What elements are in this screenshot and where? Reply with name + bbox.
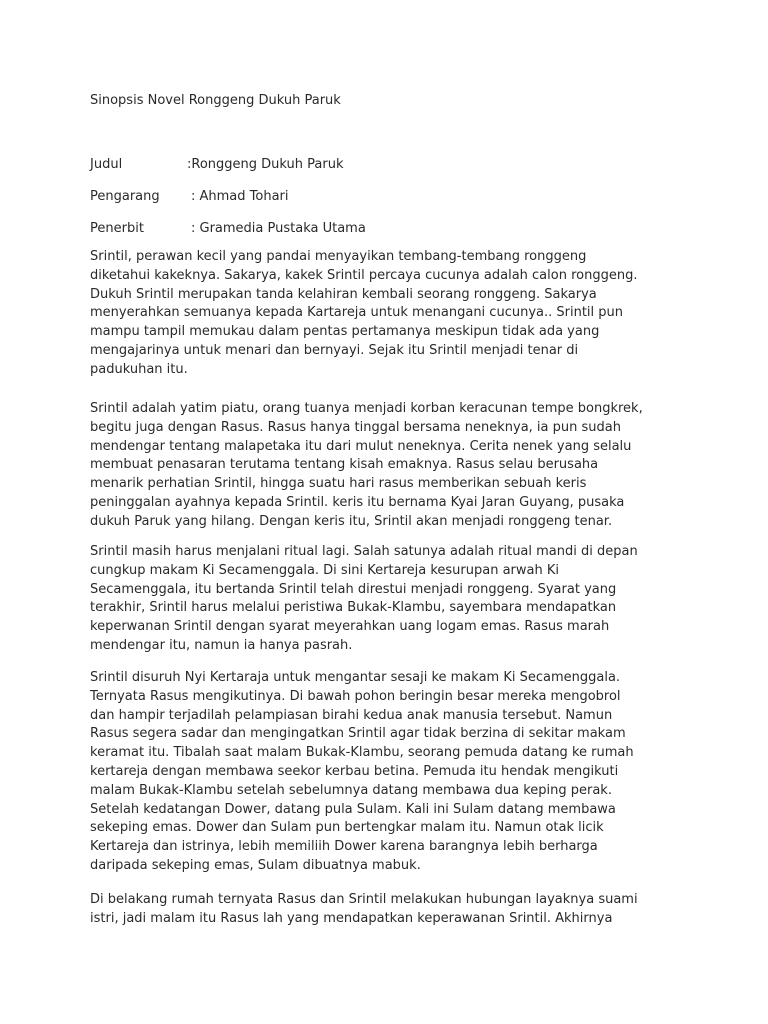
meta-label: Penerbit (90, 221, 144, 236)
paragraph-line: mengajarinya untuk menari dan bernyayi. Sejak itu Srintil menjadi tenar di (90, 342, 579, 358)
paragraph-line: menyerahkan semuanya kepada Kartareja untuk menangani cucunya.. Srintil pun (90, 305, 624, 321)
paragraph-line: Setelah kedatangan Dower, datang pula Sulam. Kali ini Sulam datang membawa (90, 801, 616, 817)
paragraph (90, 669, 634, 876)
meta-pengarang (90, 187, 490, 207)
paragraph (90, 891, 638, 929)
paragraph-line: Di belakang rumah ternyata Rasus dan Srintil melakukan hubungan layaknya suami (90, 892, 638, 907)
paragraph-line: cungkup makam Ki Secamenggala. Di sini Kertareja kesurupan arwah Ki (90, 562, 560, 578)
paragraph-line: Rasus segera sadar dan mengingatkan Srintil agar tidak berzina di sekitar makam (90, 726, 626, 742)
paragraph-line: Srintil masih harus menjalani ritual lagi. Salah satunya adalah ritual mandi di depan (90, 544, 638, 559)
paragraph-line: membuat penasaran terutama tentang kisah emaknya. Rasus selau berusaha (90, 457, 599, 473)
paragraph-line: kertareja dengan membawa seekor kerbau betina. Pemuda itu hendak mengikuti (90, 763, 619, 779)
paragraph-line: Kertareja dan istrinya, lebih memiliih Dower karena barangnya lebih berharga (90, 839, 598, 855)
paragraph-line: Secamenggala, itu bertanda Srintil telah direstui menjadi ronggeng. Syarat yang (90, 581, 617, 597)
paragraph-line: Ternyata Rasus mengikutinya. Di bawah pohon beringin besar mereka mengobrol (90, 688, 621, 704)
paragraph-line: daripada sekeping emas, Sulam dibuatnya mabuk. (90, 857, 421, 873)
paragraph-line: terakhir, Srintil harus melalui peristiwa Bukak-Klambu, sayembara mendapatkan (90, 600, 617, 616)
paragraph-line: keperwanan Srintil dengan syarat meyerahkan uang logam emas. Rasus marah (90, 619, 610, 635)
document-title: Sinopsis Novel Ronggeng Dukuh Paruk (90, 93, 341, 108)
paragraph-line: mendengar itu, namun ia hanya pasrah. (90, 637, 353, 653)
paragraph-line: keramat itu. Tibalah saat malam Bukak-Klambu, seorang pemuda datang ke rumah (90, 745, 634, 761)
paragraph (90, 400, 643, 532)
meta-penerbit (90, 219, 490, 239)
meta-label: Judul (90, 157, 123, 172)
meta-judul (90, 155, 490, 175)
meta-value: : Ahmad Tohari (191, 189, 289, 204)
paragraph (90, 543, 638, 656)
paragraph-line: malam Bukak-Klambu setelah sebelumnya datang membawa dua keping perak. (90, 782, 612, 798)
meta-value: : Gramedia Pustaka Utama (191, 221, 366, 236)
paragraph-line: Srintil disuruh Nyi Kertaraja untuk mengantar sesaji ke makam Ki Secamenggala. (90, 670, 621, 685)
paragraph-line: mendengar tentang malapetaka itu dari mulut neneknya. Cerita nenek yang selalu (90, 438, 632, 454)
paragraph (90, 248, 637, 380)
paragraph-line: dukuh Paruk yang hilang. Dengan keris itu, Srintil akan menjadi ronggeng tenar. (90, 513, 613, 529)
paragraph-line: dan hampir terjadilah pelampiasan birahi kedua anak manusia tersebut. Namun (90, 707, 613, 723)
paragraph-line: peninggalan ayahnya kepada Srintil. keris itu bernama Kyai Jaran Guyang, pusaka (90, 494, 625, 510)
paragraph-line: begitu juga dengan Rasus. Rasus hanya tinggal bersama neneknya, ia pun sudah (90, 419, 621, 435)
paragraph-line: mampu tampil memukau dalam pentas pertamanya meskipun tidak ada yang (90, 324, 600, 340)
meta-value: :Ronggeng Dukuh Paruk (187, 157, 344, 172)
paragraph-line: sekeping emas. Dower dan Sulam pun bertengkar malam itu. Namun otak licik (90, 820, 604, 836)
meta-label: Pengarang (90, 189, 160, 204)
paragraph-line: Dukuh Srintil merupakan tanda kelahiran kembali seorang ronggeng. Sakarya (90, 286, 597, 302)
paragraph-line: Srintil, perawan kecil yang pandai menyayikan tembang-tembang ronggeng (90, 249, 587, 264)
paragraph-line: Srintil adalah yatim piatu, orang tuanya menjadi korban keracunan tempe bongkrek, (90, 401, 643, 416)
paragraph-line: istri, jadi malam itu Rasus lah yang mendapatkan keperawanan Srintil. Akhirnya (90, 910, 613, 926)
paragraph-line: menarik perhatian Srintil, hingga suatu hari rasus memberikan sebuah keris (90, 476, 587, 492)
paragraph-line: diketahui kakeknya. Sakarya, kakek Srintil percaya cucunya adalah calon ronggeng. (90, 267, 638, 283)
paragraph-line: padukuhan itu. (90, 361, 188, 377)
